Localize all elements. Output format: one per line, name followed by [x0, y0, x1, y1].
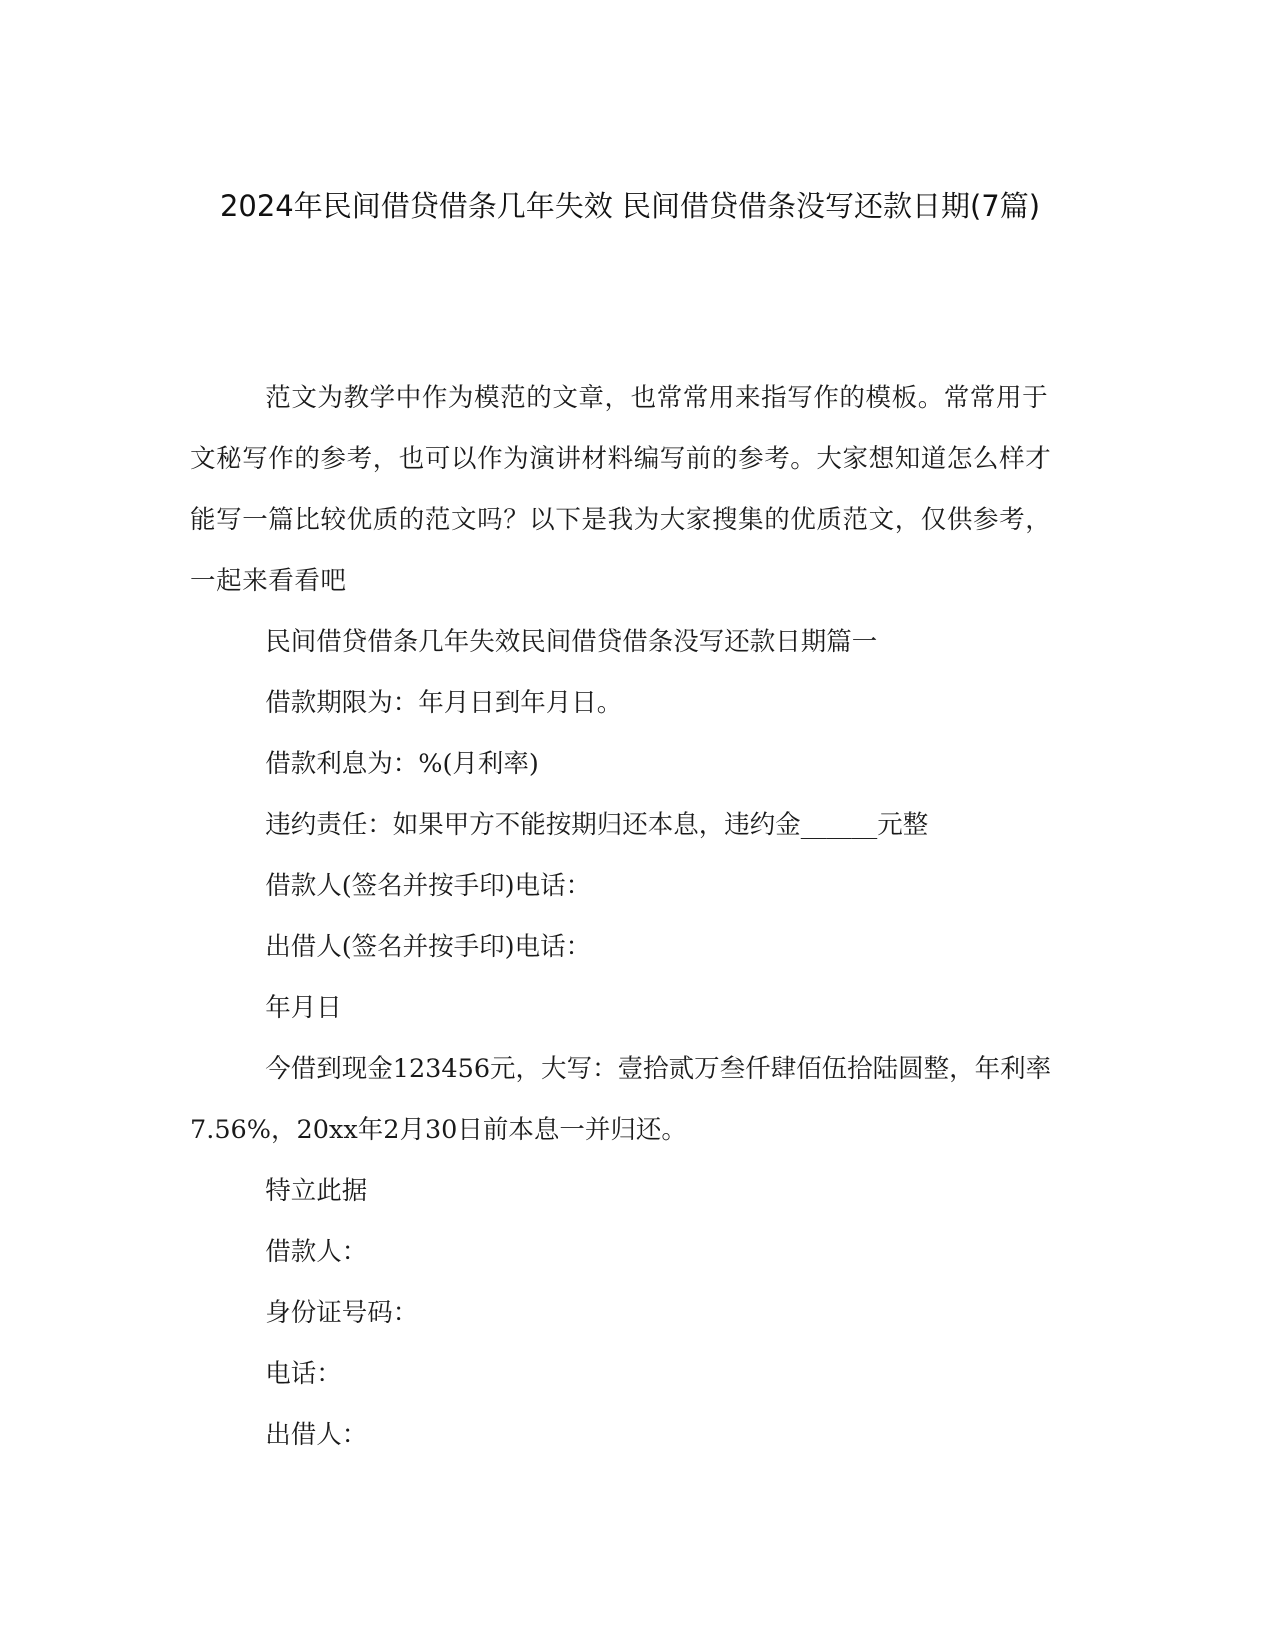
- intro-paragraph: 范文为教学中作为模范的文章，也常常用来指写作的模板。常常用于文秘写作的参考，也可以作为演讲材料编写前的参考。大家想知道怎么样才能写一篇比较优质的范文吗？以下是我为大家搜集的优质范文，仅供参考，一起来看看吧: [190, 383, 1052, 596]
- lender-signature-line: 出借人(签名并按手印)电话：: [265, 932, 592, 962]
- document-title: 2024年民间借贷借条几年失效 民间借贷借条没写还款日期(7篇): [219, 189, 1041, 223]
- breach-liability-line: 违约责任：如果甲方不能按期归还本息，违约金______元整: [265, 810, 929, 840]
- lender-line: 出借人：: [265, 1420, 368, 1450]
- borrower-signature-line: 借款人(签名并按手印)电话：: [265, 871, 592, 901]
- date-line: 年月日: [265, 993, 342, 1023]
- section-heading: 民间借贷借条几年失效民间借贷借条没写还款日期篇一: [265, 627, 878, 657]
- phone-line: 电话：: [265, 1359, 342, 1389]
- loan-interest-line: 借款利息为：%(月利率): [265, 749, 539, 779]
- loan-statement-paragraph: 今借到现金123456元，大写：壹拾贰万叁仟肆佰伍拾陆圆整，年利率7.56%，20xx年2月30日前本息一并归还。: [190, 1054, 1052, 1145]
- loan-term-line: 借款期限为：年月日到年月日。: [265, 688, 623, 718]
- borrower-line: 借款人：: [265, 1237, 368, 1267]
- document-body: [190, 368, 1070, 1466]
- id-number-line: 身份证号码：: [265, 1298, 419, 1328]
- hereby-line: 特立此据: [265, 1176, 368, 1206]
